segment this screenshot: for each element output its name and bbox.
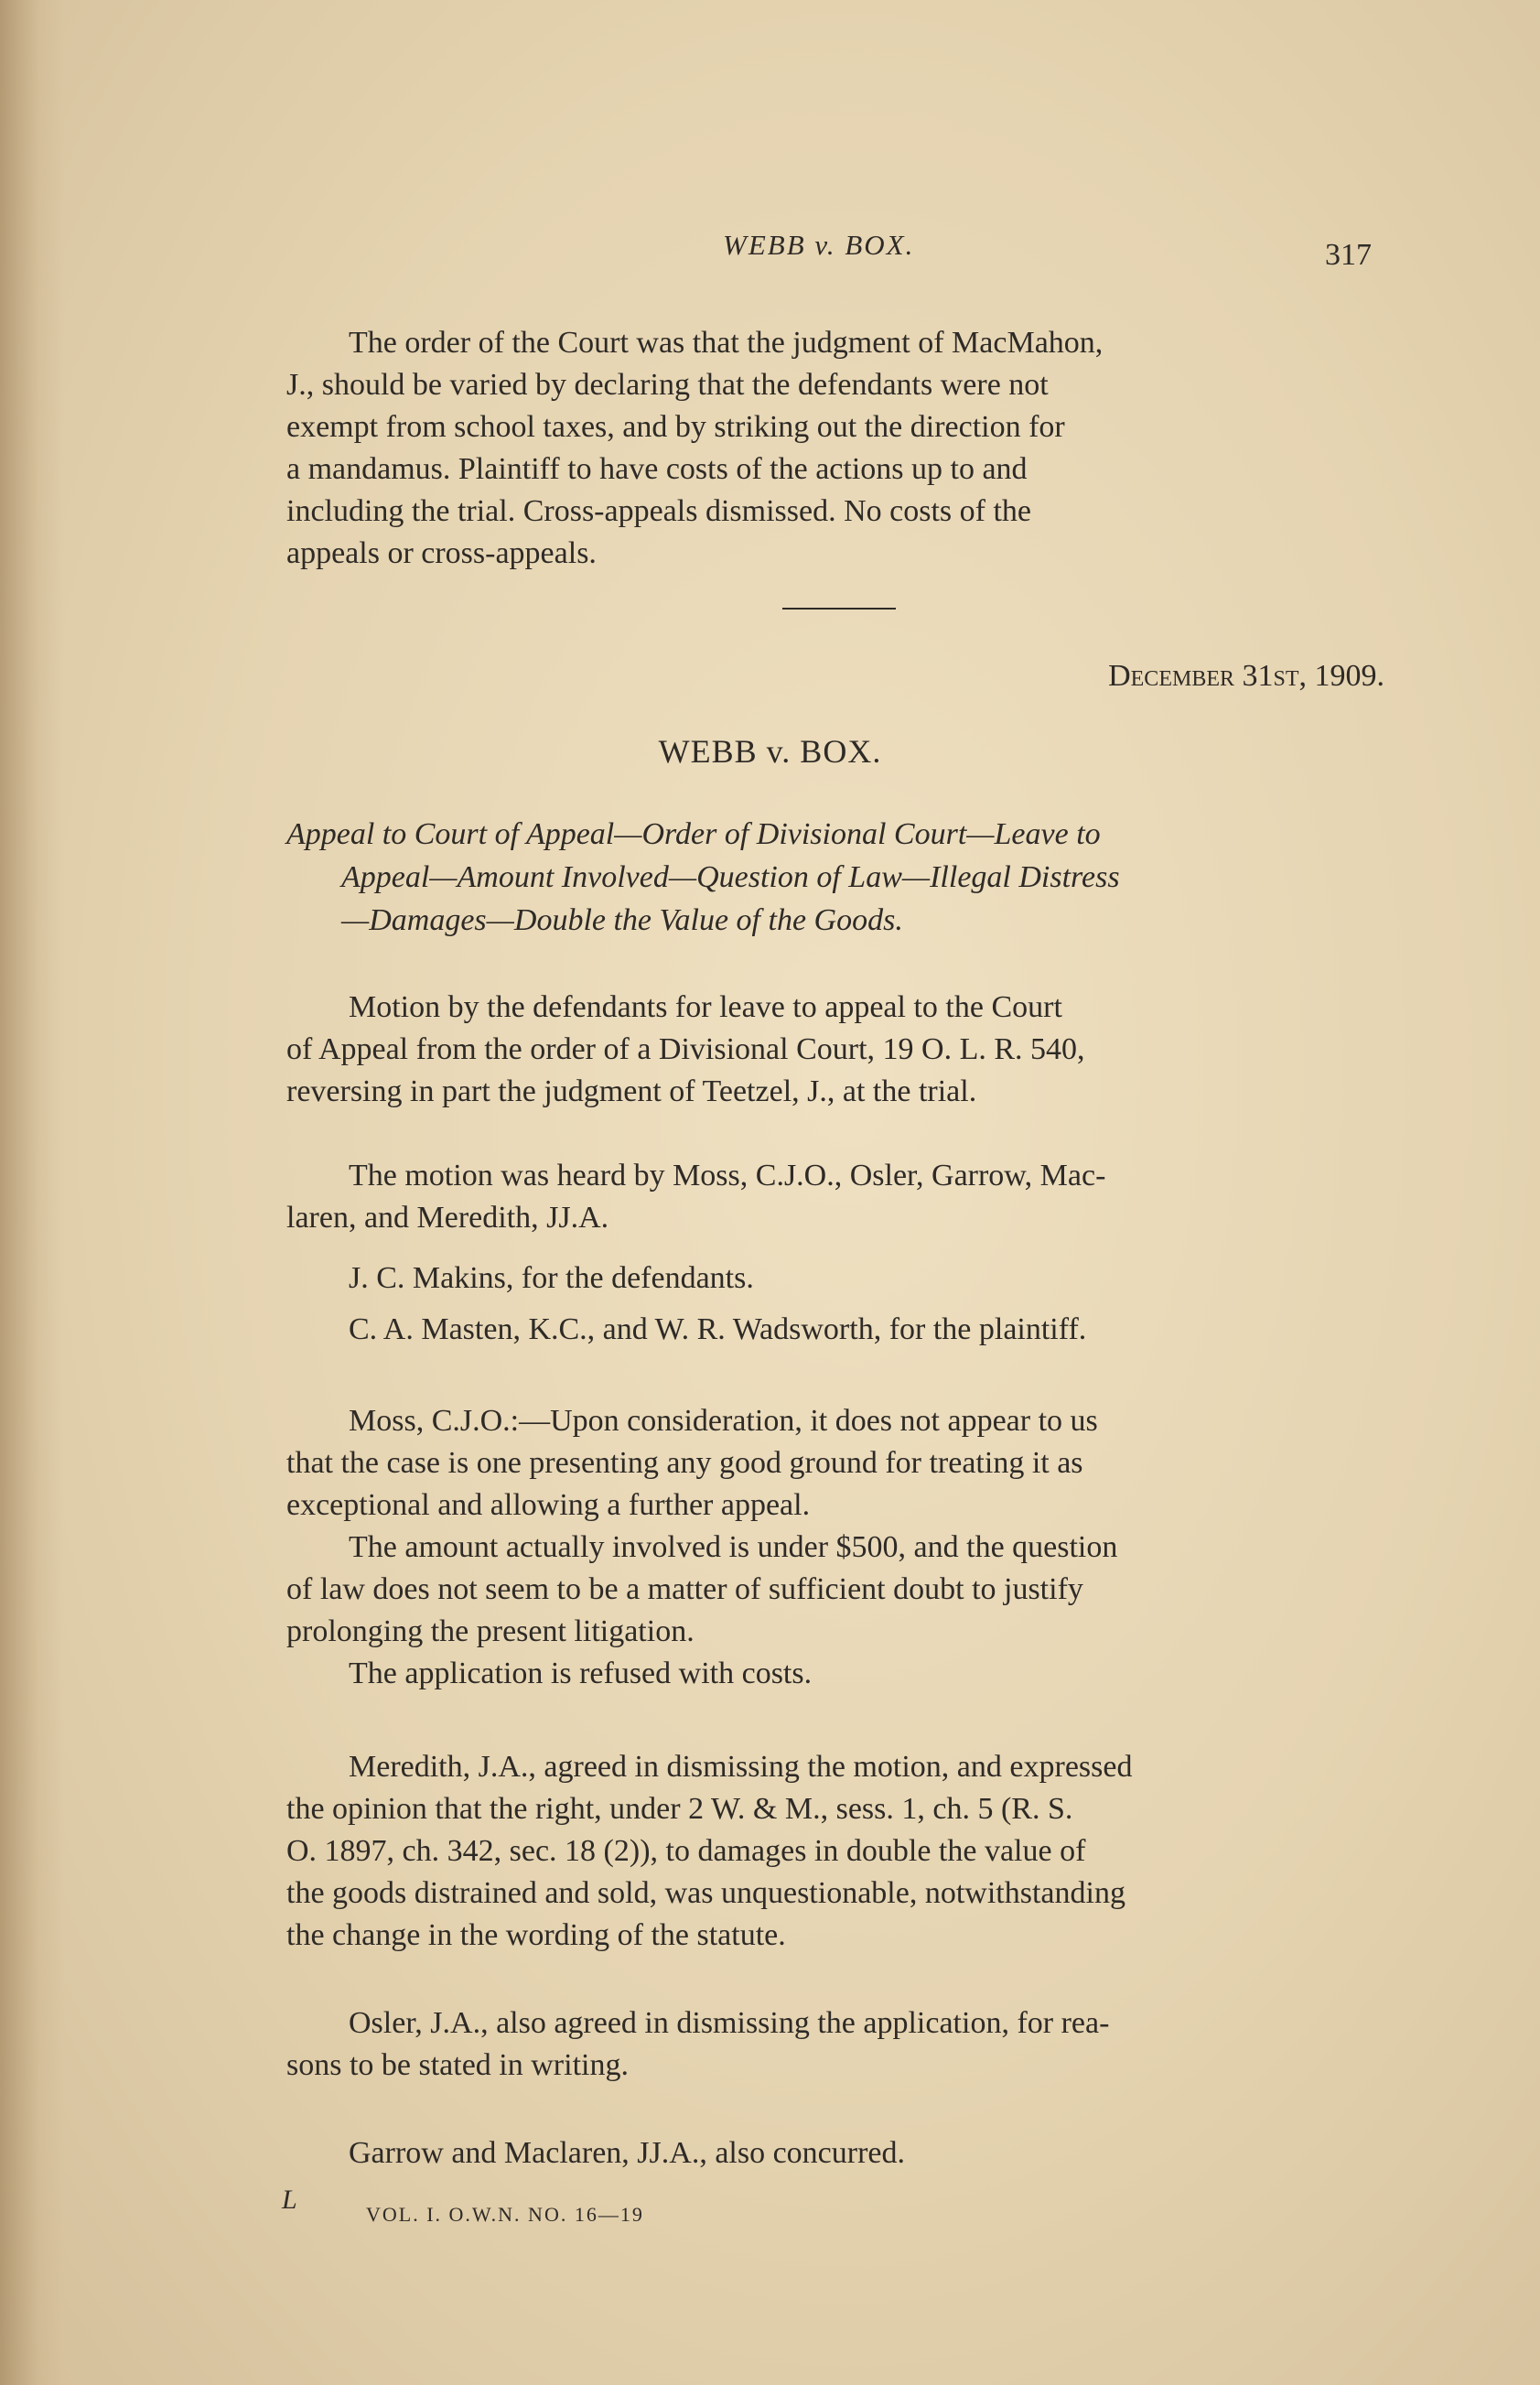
text-line: exempt from school taxes, and by striking out the direction for bbox=[286, 410, 1065, 444]
page-number: 317 bbox=[1325, 238, 1372, 272]
text-line: laren, and Meredith, JJ.A. bbox=[286, 1201, 609, 1235]
counsel-plaintiff: C. A. Masten, K.C., and W. R. Wadsworth, for the plaintiff. bbox=[349, 1312, 1087, 1346]
text-line: The amount actually involved is under $500, and the question bbox=[349, 1530, 1118, 1564]
heard-paragraph bbox=[286, 1155, 1384, 1239]
running-head: WEBB v. BOX. bbox=[723, 229, 915, 261]
previous-case-ending bbox=[286, 322, 1384, 575]
text-line: the change in the wording of the statute. bbox=[286, 1918, 786, 1952]
text-line: prolonging the present litigation. bbox=[286, 1614, 695, 1648]
headnote-line: Appeal—Amount Involved—Question of Law—Illegal Distress bbox=[341, 860, 1120, 894]
text-line: the opinion that the right, under 2 W. & M., sess. 1, ch. 5 (R. S. bbox=[286, 1792, 1073, 1826]
text-line: that the case is one presenting any good ground for treating it as bbox=[286, 1446, 1083, 1480]
text-line: reversing in part the judgment of Teetzel, J., at the trial. bbox=[286, 1074, 977, 1108]
text-line: The application is refused with costs. bbox=[349, 1657, 813, 1690]
headnote-line: Appeal to Court of Appeal—Order of Divisional Court—Leave to bbox=[286, 817, 1101, 851]
text-line: sons to be stated in writing. bbox=[286, 2048, 629, 2082]
text-line: Osler, J.A., also agreed in dismissing the application, for rea- bbox=[349, 2006, 1110, 2040]
text-line: The order of the Court was that the judgment of MacMahon, bbox=[349, 326, 1104, 360]
text-line: O. 1897, ch. 342, sec. 18 (2)), to damages in double the value of bbox=[286, 1834, 1086, 1868]
text-line: Moss, C.J.O.:—Upon consideration, it does not appear to us bbox=[349, 1404, 1098, 1438]
text-line: a mandamus. Plaintiff to have costs of the actions up to and bbox=[286, 452, 1028, 486]
text-line: Motion by the defendants for leave to appeal to the Court bbox=[349, 990, 1062, 1024]
case-title: WEBB v. BOX. bbox=[658, 733, 882, 770]
meredith-judgment bbox=[286, 1746, 1384, 1957]
printer-signature: VOL. I. O.W.N. NO. 16—19 bbox=[366, 2203, 644, 2226]
osler-judgment bbox=[286, 2002, 1384, 2087]
text-line: Meredith, J.A., agreed in dismissing the motion, and expressed bbox=[349, 1750, 1133, 1784]
text-line: J., should be varied by declaring that the defendants were not bbox=[286, 368, 1049, 402]
text-line: including the trial. Cross-appeals dismissed. No costs of the bbox=[286, 494, 1031, 528]
section-divider bbox=[782, 608, 896, 610]
counsel-defendants: J. C. Makins, for the defendants. bbox=[349, 1261, 754, 1295]
text-line: the goods distrained and sold, was unquestionable, notwithstanding bbox=[286, 1876, 1125, 1910]
text-line: of law does not seem to be a matter of sufficient doubt to justify bbox=[286, 1572, 1083, 1606]
text-line: Garrow and Maclaren, JJ.A., also concurred. bbox=[349, 2136, 905, 2170]
text-line: The motion was heard by Moss, C.J.O., Osler, Garrow, Mac- bbox=[349, 1159, 1106, 1192]
case-date: December 31st, 1909. bbox=[1108, 659, 1384, 693]
text-line: of Appeal from the order of a Divisional Court, 19 O. L. R. 540, bbox=[286, 1032, 1085, 1066]
motion-paragraph bbox=[286, 987, 1384, 1113]
text-line: exceptional and allowing a further appeal. bbox=[286, 1488, 811, 1522]
page-spine-shadow bbox=[0, 0, 64, 2385]
moss-judgment bbox=[286, 1400, 1384, 1695]
headnote-line: —Damages—Double the Value of the Goods. bbox=[341, 903, 903, 937]
garrow-concurrence bbox=[286, 2132, 1384, 2175]
text-line: appeals or cross-appeals. bbox=[286, 536, 597, 570]
signature-mark: L bbox=[282, 2185, 297, 2215]
headnote bbox=[286, 813, 1384, 942]
